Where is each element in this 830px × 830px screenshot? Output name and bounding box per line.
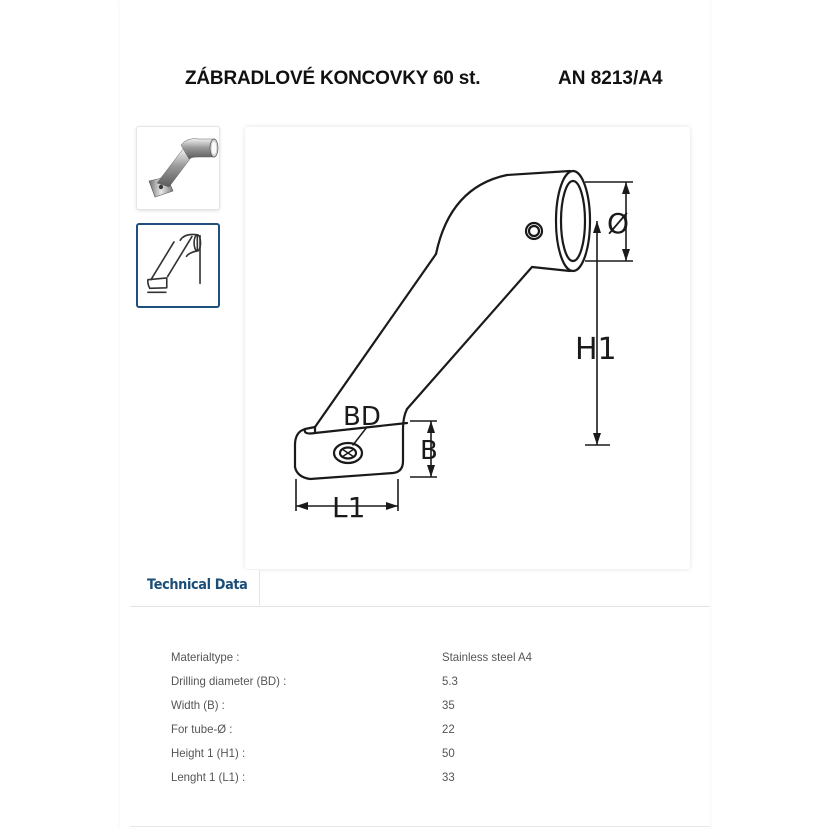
h1-label: H1 <box>575 332 617 367</box>
table-row <box>130 670 710 694</box>
row-label: Lenght 1 (L1) : <box>171 770 246 784</box>
l1-label: L1 <box>332 491 366 524</box>
row-label: Drilling diameter (BD) : <box>171 674 287 688</box>
tab-technical-data[interactable] <box>130 570 260 606</box>
row-label: For tube-Ø : <box>171 722 233 736</box>
table-row <box>130 766 710 790</box>
row-value: 5.3 <box>442 674 458 688</box>
bd-label: BD <box>343 402 381 432</box>
tab-technical-data-label: Technical Data <box>147 577 248 593</box>
b-label: B <box>420 436 438 466</box>
row-label: Width (B) : <box>171 698 225 712</box>
row-value: 22 <box>442 722 455 736</box>
row-value: Stainless steel A4 <box>442 650 532 664</box>
fitting-drawing-thumb-icon <box>138 225 218 306</box>
thumbnail-drawing[interactable] <box>136 223 220 308</box>
table-row <box>130 718 710 742</box>
tab-bar <box>130 570 710 607</box>
row-value: 50 <box>442 746 455 760</box>
product-drawing <box>245 127 690 569</box>
diameter-label: Ø <box>607 207 630 240</box>
row-label: Height 1 (H1) : <box>171 746 246 760</box>
table-row <box>130 694 710 718</box>
table-row <box>130 646 710 670</box>
technical-data-table <box>130 606 710 826</box>
row-label: Materialtype : <box>171 650 240 664</box>
product-title: ZÁBRADLOVÉ KONCOVKY 60 st. <box>185 68 481 89</box>
footer-divider <box>130 826 710 827</box>
fitting-photo-icon <box>137 127 219 209</box>
table-row <box>130 742 710 766</box>
row-value: 35 <box>442 698 455 712</box>
product-code: AN 8213/A4 <box>558 68 663 89</box>
row-value: 33 <box>442 770 455 784</box>
thumbnail-photo[interactable] <box>136 126 220 210</box>
fitting-technical-drawing-icon <box>245 127 690 569</box>
